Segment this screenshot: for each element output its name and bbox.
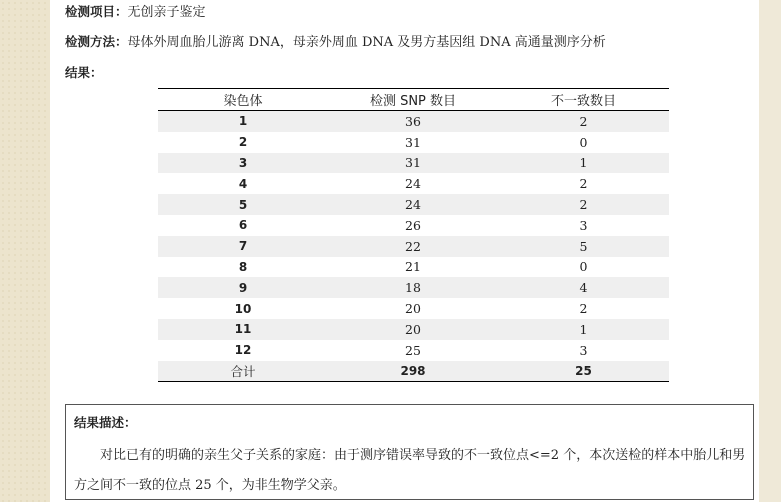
table-row xyxy=(158,132,669,153)
table-row xyxy=(158,194,669,215)
inconsistent-cell: 3 xyxy=(579,217,588,233)
chromosome-cell: 1 xyxy=(158,111,328,132)
result-label: 结果： xyxy=(65,65,103,80)
table-row xyxy=(158,319,669,340)
inconsistent-cell: 1 xyxy=(498,319,669,340)
snp-cell: 21 xyxy=(405,259,421,275)
test-method-line xyxy=(65,34,606,51)
snp-cell: 26 xyxy=(405,217,421,233)
table-header-row xyxy=(158,89,669,111)
chromosome-cell: 3 xyxy=(158,153,328,174)
table-row xyxy=(158,298,669,319)
chromosome-cell: 10 xyxy=(234,301,252,316)
inconsistent-cell: 0 xyxy=(579,134,588,150)
inconsistent-cell: 2 xyxy=(498,111,669,132)
table-row xyxy=(158,111,669,132)
snp-cell: 24 xyxy=(405,176,421,192)
document-page xyxy=(50,0,759,502)
snp-cell: 24 xyxy=(328,194,498,215)
snp-cell: 31 xyxy=(405,134,421,150)
snp-cell: 20 xyxy=(328,319,498,340)
table-row xyxy=(158,257,669,278)
snp-cell: 18 xyxy=(328,277,498,298)
background-margin-right xyxy=(759,0,781,502)
inconsistent-cell: 2 xyxy=(579,176,588,192)
test-item-value: 无创亲子鉴定 xyxy=(127,5,206,20)
table-row xyxy=(158,340,669,361)
test-item-label: 检测项目： xyxy=(65,4,128,19)
snp-cell: 25 xyxy=(405,342,421,358)
table-body xyxy=(158,111,669,382)
inconsistent-cell: 2 xyxy=(579,301,588,317)
table-row xyxy=(158,236,669,257)
chromosome-cell: 8 xyxy=(238,259,248,274)
table-row xyxy=(158,173,669,194)
snp-cell: 22 xyxy=(328,236,498,257)
inconsistent-cell: 5 xyxy=(498,236,669,257)
header-chromosome: 染色体 xyxy=(158,89,328,111)
chromosome-cell: 5 xyxy=(158,194,328,215)
chromosome-cell: 6 xyxy=(238,218,248,233)
test-method-label: 检测方法： xyxy=(65,34,128,49)
background-margin-left xyxy=(0,0,50,502)
test-method-value: 母体外周血胎儿游离 DNA，母亲外周血 DNA 及男方基因组 DNA 高通量测序分析 xyxy=(127,35,606,50)
inconsistent-cell: 1 xyxy=(498,153,669,174)
total-label: 合计 xyxy=(158,361,328,382)
result-description-title: 结果描述： xyxy=(74,415,137,430)
inconsistent-cell: 0 xyxy=(579,259,588,275)
total-inconsistent: 25 xyxy=(498,361,669,382)
result-description-text: 对比已有的明确的亲生父子关系的家庭：由于测序错误率导致的不一致位点<=2 个，本次送检的样本中胎儿和男方之间不一致的位点 25 个，为非生物学父亲。 xyxy=(74,448,746,493)
chromosome-cell: 11 xyxy=(158,319,328,340)
table-total-row xyxy=(158,361,669,382)
table-row xyxy=(158,215,669,236)
header-inconsistent-count: 不一致数目 xyxy=(498,89,669,111)
inconsistent-cell: 2 xyxy=(498,194,669,215)
chromosome-cell: 2 xyxy=(238,135,248,150)
inconsistent-cell: 4 xyxy=(498,277,669,298)
snp-cell: 20 xyxy=(405,301,421,317)
results-table xyxy=(158,88,669,382)
chromosome-cell: 12 xyxy=(234,343,252,358)
chromosome-cell: 7 xyxy=(158,236,328,257)
test-item-line xyxy=(65,4,206,21)
snp-cell: 36 xyxy=(328,111,498,132)
chromosome-cell: 9 xyxy=(158,277,328,298)
table-row xyxy=(158,277,669,298)
inconsistent-cell: 3 xyxy=(579,342,588,358)
table-row xyxy=(158,153,669,174)
header-snp-count: 检测 SNP 数目 xyxy=(328,89,498,111)
result-description-box xyxy=(65,404,754,500)
snp-cell: 31 xyxy=(328,153,498,174)
total-snp: 298 xyxy=(328,361,498,382)
chromosome-cell: 4 xyxy=(238,176,248,191)
